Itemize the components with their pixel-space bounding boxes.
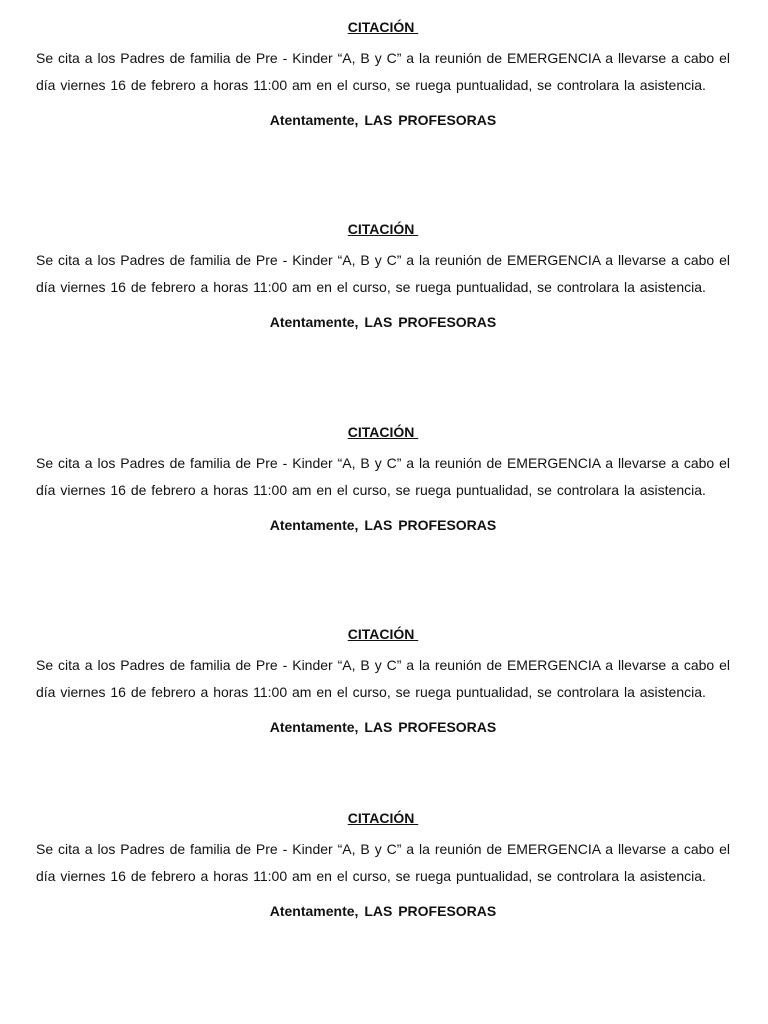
notice-body: Se cita a los Padres de familia de Pre - Kinder “A, B y C” a la reunión de EMERGENCIA a llevarse a cabo el día viernes 16 de febrero a horas 11:00 am en el curso, se ruega puntualidad, se controlara la asistencia. [36, 657, 730, 700]
notice-body: Se cita a los Padres de familia de Pre - Kinder “A, B y C” a la reunión de EMERGENCIA a llevarse a cabo el día viernes 16 de febrero a horas 11:00 am en el curso, se ruega puntualidad, se controlara la asistencia. [36, 252, 730, 295]
citation-notice [36, 19, 730, 128]
citation-notice [36, 424, 730, 533]
notice-signature: Atentamente, LAS PROFESORAS [269, 719, 497, 735]
notice-title: CITACIÓN [347, 626, 419, 642]
notice-signature: Atentamente, LAS PROFESORAS [269, 903, 497, 919]
notice-title: CITACIÓN [347, 221, 419, 237]
notice-title: CITACIÓN [347, 424, 419, 440]
notice-title: CITACIÓN [347, 810, 419, 826]
citation-notice [36, 626, 730, 735]
citation-notice [36, 221, 730, 330]
notice-signature: Atentamente, LAS PROFESORAS [269, 112, 497, 128]
notice-title: CITACIÓN [347, 19, 419, 35]
notice-body: Se cita a los Padres de familia de Pre - Kinder “A, B y C” a la reunión de EMERGENCIA a llevarse a cabo el día viernes 16 de febrero a horas 11:00 am en el curso, se ruega puntualidad, se controlara la asistencia. [36, 50, 730, 93]
notice-signature: Atentamente, LAS PROFESORAS [269, 314, 497, 330]
citation-notice [36, 810, 730, 919]
notice-signature: Atentamente, LAS PROFESORAS [269, 517, 497, 533]
notice-body: Se cita a los Padres de familia de Pre - Kinder “A, B y C” a la reunión de EMERGENCIA a llevarse a cabo el día viernes 16 de febrero a horas 11:00 am en el curso, se ruega puntualidad, se controlara la asistencia. [36, 841, 730, 884]
notice-body: Se cita a los Padres de familia de Pre - Kinder “A, B y C” a la reunión de EMERGENCIA a llevarse a cabo el día viernes 16 de febrero a horas 11:00 am en el curso, se ruega puntualidad, se controlara la asistencia. [36, 455, 730, 498]
